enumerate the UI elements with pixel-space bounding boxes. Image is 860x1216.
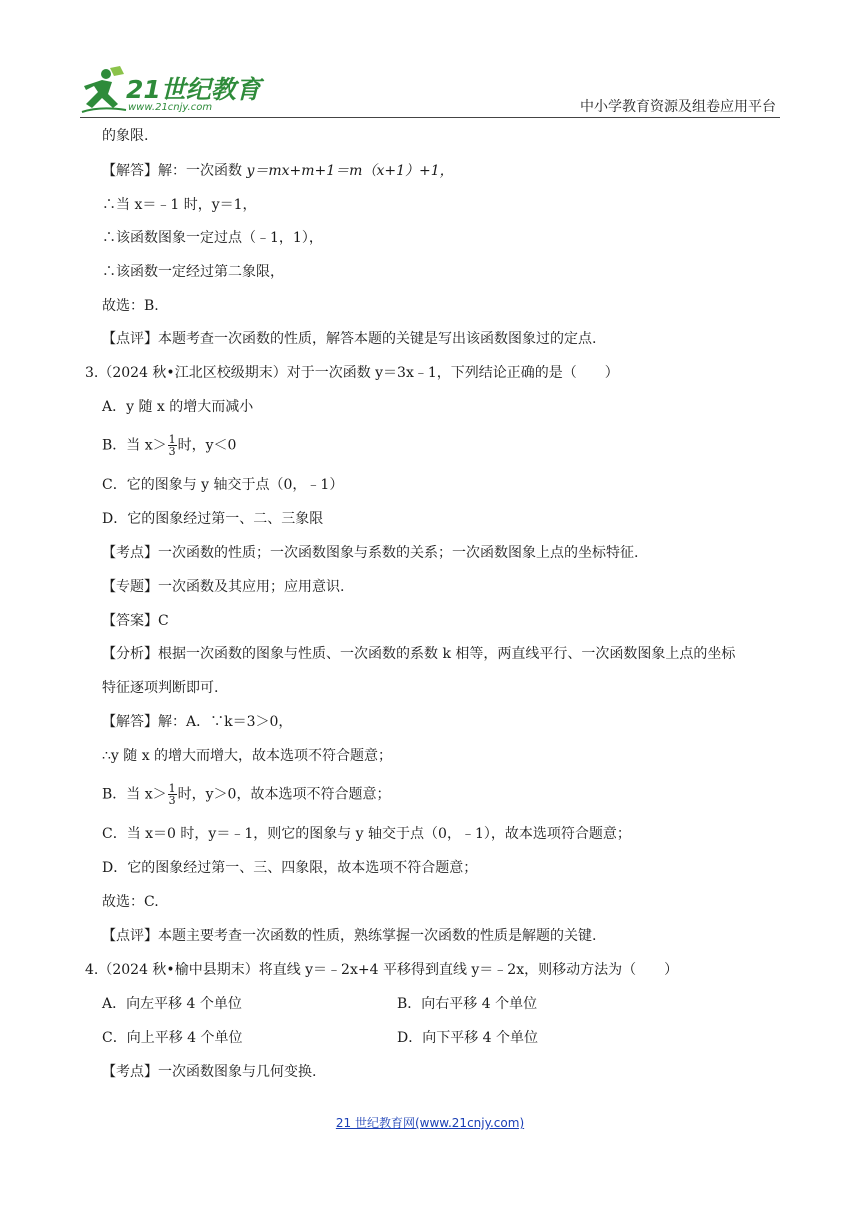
logo-url: www.21cnjy.com bbox=[128, 102, 213, 113]
text-line: 故选：B. bbox=[102, 298, 159, 314]
fraction: $\frac{1}{3}$ bbox=[168, 782, 176, 807]
q3-option-d: D．它的图象经过第一、二、三象限 bbox=[102, 511, 324, 527]
logo-text: 21世纪教育 bbox=[126, 75, 261, 104]
text-line: ∴该函数一定经过第二象限， bbox=[102, 264, 284, 280]
logo bbox=[80, 64, 280, 120]
q3-option-a: A．y 随 x 的增大而减小 bbox=[102, 399, 254, 415]
page-footer bbox=[0, 1114, 860, 1131]
q3-kaodian: 【考点】一次函数的性质；一次函数图象与系数的关系；一次函数图象上点的坐标特征. bbox=[102, 545, 639, 561]
q3-answer: 【答案】C bbox=[102, 613, 169, 629]
q4-option-d: D．向下平移 4 个单位 bbox=[397, 1030, 539, 1046]
q4-kaodian: 【考点】一次函数图象与几何变换. bbox=[102, 1064, 317, 1080]
text-line: ∴当 x＝﹣1 时，y＝1， bbox=[102, 197, 257, 213]
q3-choice: 故选：C. bbox=[102, 894, 159, 910]
q3-solution: 【解答】解：A．∵k＝3＞0， bbox=[102, 714, 293, 730]
question-4-stem: 4.（2024 秋•榆中县期末）将直线 y＝﹣2x+4 平移得到直线 y＝﹣2x，则移动方法为（ ） bbox=[85, 962, 679, 978]
q3-solution-step: B．当 x＞ $\frac{1}{3}$ 时，y＞0，故本选项不符合题意； bbox=[102, 782, 391, 807]
page-header bbox=[0, 0, 860, 125]
text-line: 【解答】解：一次函数 y＝mx+m+1＝m（x+1）+1， bbox=[102, 163, 454, 179]
runner-logo-icon bbox=[80, 64, 128, 116]
q3-option-b: B．当 x＞ $\frac{1}{3}$ 时，y＜0 bbox=[102, 433, 237, 458]
text-line: ∴该函数图象一定过点（﹣1，1）， bbox=[102, 230, 323, 246]
comment-line: 【点评】本题考查一次函数的性质，解答本题的关键是写出该函数图象过的定点. bbox=[102, 331, 597, 347]
text-line: 的象限. bbox=[102, 128, 149, 144]
q4-option-c: C．向上平移 4 个单位 bbox=[102, 1030, 243, 1046]
question-3-stem: 3.（2024 秋•江北区校级期末）对于一次函数 y＝3x﹣1，下列结论正确的是（ ） bbox=[85, 365, 619, 381]
q3-solution-step: D．它的图象经过第一、三、四象限，故本选项不符合题意； bbox=[102, 860, 478, 876]
q3-option-c: C．它的图象与 y 轴交于点（0，﹣1） bbox=[102, 477, 344, 493]
q3-solution-step: ∴y 随 x 的增大而增大，故本选项不符合题意； bbox=[102, 748, 393, 764]
platform-name: 中小学教育资源及组卷应用平台 bbox=[580, 99, 776, 115]
q3-analysis-cont: 特征逐项判断即可. bbox=[102, 680, 219, 696]
q3-analysis: 【分析】根据一次函数的图象与性质、一次函数的系数 k 相等，两直线平行、一次函数图象上点的坐标 bbox=[102, 646, 736, 662]
q3-solution-step: C．当 x＝0 时，y＝﹣1，则它的图象与 y 轴交于点（0，﹣1），故本选项符合题意； bbox=[102, 826, 631, 842]
q4-option-b: B．向右平移 4 个单位 bbox=[397, 996, 538, 1012]
fraction: $\frac{1}{3}$ bbox=[168, 433, 176, 458]
footer-link[interactable]: 21 世纪教育网(www.21cnjy.com) bbox=[335, 1116, 525, 1130]
q3-zhuanti: 【专题】一次函数及其应用；应用意识. bbox=[102, 579, 345, 595]
header-divider bbox=[80, 117, 780, 118]
q3-comment: 【点评】本题主要考查一次函数的性质，熟练掌握一次函数的性质是解题的关键. bbox=[102, 928, 597, 944]
q4-option-a: A．向左平移 4 个单位 bbox=[102, 996, 242, 1012]
